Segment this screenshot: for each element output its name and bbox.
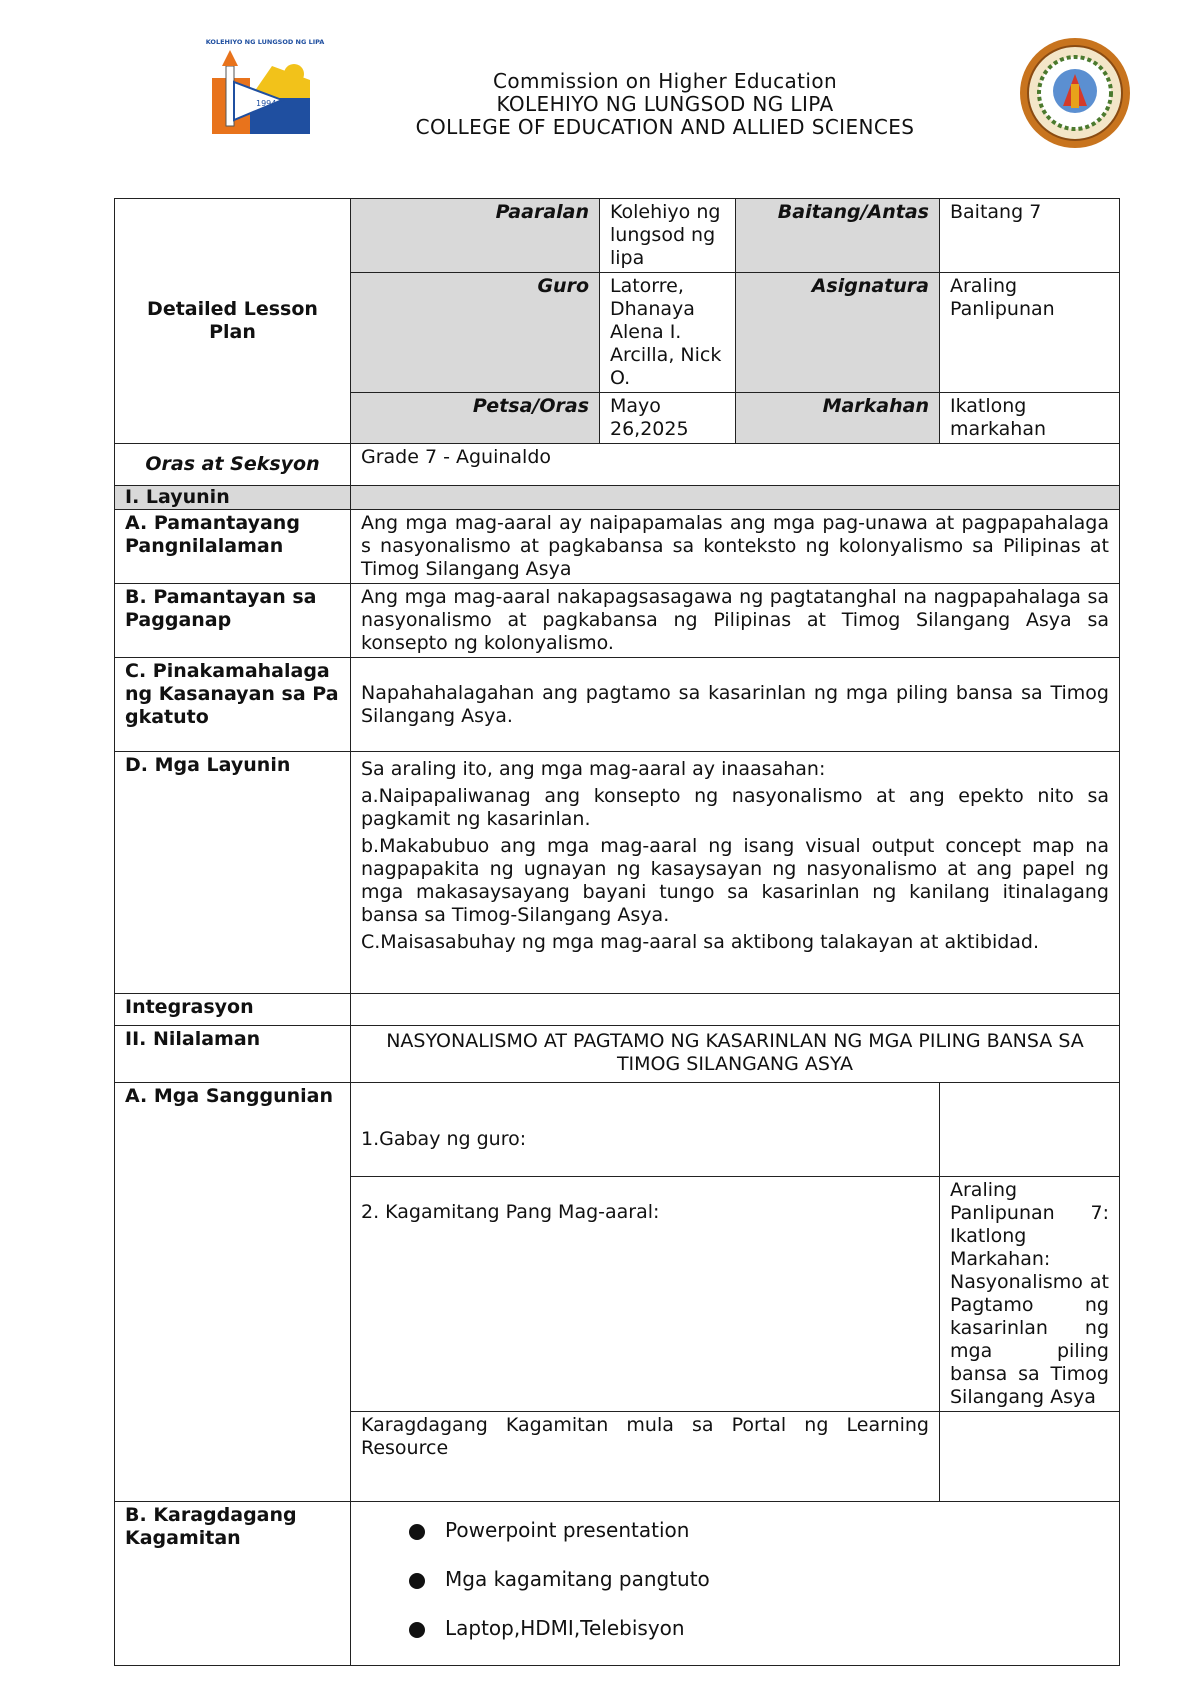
asignatura-label: Asignatura	[736, 273, 940, 393]
material-item: Powerpoint presentation	[409, 1510, 1109, 1559]
paaralan-label: Paaralan	[351, 199, 600, 273]
kasanayan-text: Napahahalagahan ang pagtamo sa kasarinlan ng mga piling bansa sa Timog Silangang Asya.	[351, 658, 1120, 752]
guro-label: Guro	[351, 273, 600, 393]
gabay-ng-guro: 1.Gabay ng guro:	[351, 1083, 940, 1177]
pamantayang-pangnilalaman-text: Ang mga mag-aaral ay naipapamalas ang mga pag-unawa at pagpapahalaga s nasyonalismo at pagkabansa sa konteksto ng kolonyalismo sa Pilipinas at Timog Silangang Asya	[351, 510, 1120, 584]
material-item: Laptop,HDMI,Telebisyon	[409, 1608, 1109, 1657]
commission-line: Commission on Higher Education	[492, 69, 838, 93]
integrasyon-value	[351, 994, 1120, 1026]
pamantayang-pangnilalaman-label: A. Pamantayang Pangnilalaman	[115, 510, 351, 584]
pamantayan-pagganap-label: B. Pamantayan sa Pagganap	[115, 584, 351, 658]
department-seal	[1018, 36, 1132, 150]
kagamitang-reference: Araling Panlipunan 7: Ikatlong Markahan: Nasyonalismo at Pagtamo ng kasarinlan ng mga piling bansa sa Timog Silangang Asya	[940, 1177, 1120, 1412]
layunin-item-c: C.Maisasabuhay ng mga mag-aaral sa aktibong talakayan at aktibidad.	[361, 931, 1040, 953]
svg-text:KOLEHIYO NG LUNGSOD NG LIPA: KOLEHIYO NG LUNGSOD NG LIPA	[205, 38, 325, 46]
pamantayan-pagganap-text: Ang mga mag-aaral nakapagsasagawa ng pagtatanghal na nagpapahalaga sa nasyonalismo at pagkabansa ng Pilipinas at Timog Silangang Asya sa konsepto ng kolonyalismo.	[351, 584, 1120, 658]
integrasyon-label: Integrasyon	[115, 994, 351, 1026]
paaralan-value: Kolehiyo ng lungsod ng lipa	[600, 199, 736, 273]
layunin-item-b: b.Makabubuo ang mga mag-aaral ng isang visual output concept map na nagpapakita ng ugnayan ng kasaysayan ng nasyonalismo at ang papel ng mga makasaysayang bayani tungo sa kasarinlan ng kanilang itinalagang bansa sa Timog-Silangang Asya.	[361, 835, 1109, 926]
gabay-ng-guro-value	[940, 1083, 1120, 1177]
nilalaman-text: NASYONALISMO AT PAGTAMO NG KASARINLAN NG MGA PILING BANSA SA TIMOG SILANGANG ASYA	[351, 1026, 1120, 1083]
nilalaman-label: II. Nilalaman	[115, 1026, 351, 1083]
markahan-label: Markahan	[736, 393, 940, 444]
karagdagang-kagamitan-label: B. Karagdagang Kagamitan	[115, 1502, 351, 1666]
layunin-item-a: a.Naipapaliwanag ang konsepto ng nasyonalismo at ang epekto nito sa pagkamit ng kasarinlan.	[361, 785, 1109, 830]
institution-header	[320, 70, 1010, 139]
karagdagang-kagamitan-list-cell	[351, 1502, 1120, 1666]
svg-text:1994: 1994	[256, 99, 277, 108]
sanggunian-label: A. Mga Sanggunian	[115, 1083, 351, 1502]
layunin-intro: Sa araling ito, ang mga mag-aaral ay inaasahan:	[361, 758, 826, 780]
college-logo	[205, 36, 325, 136]
portal-learning-resource: Karagdagang Kagamitan mula sa Portal ng Learning Resource	[351, 1412, 940, 1502]
oras-value: Grade 7 - Aguinaldo	[351, 444, 1120, 486]
baitang-value: Baitang 7	[940, 199, 1120, 273]
markahan-value: Ikatlong markahan	[940, 393, 1120, 444]
portal-learning-resource-value	[940, 1412, 1120, 1502]
mga-layunin-label: D. Mga Layunin	[115, 752, 351, 994]
materials-list	[409, 1510, 1109, 1657]
kagamitang-pang-mag-aaral: 2. Kagamitang Pang Mag-aaral:	[351, 1177, 940, 1412]
detailed-lesson-plan-title: Detailed Lesson Plan	[115, 199, 351, 444]
oras-label: Oras at Seksyon	[115, 444, 351, 486]
department-line: COLLEGE OF EDUCATION AND ALLIED SCIENCES	[415, 115, 915, 139]
mga-layunin-content	[351, 752, 1120, 994]
layunin-heading-fill	[351, 486, 1120, 510]
college-name-line: KOLEHIYO NG LUNGSOD NG LIPA	[496, 92, 834, 116]
guro-value: Latorre, Dhanaya Alena I. Arcilla, Nick O.	[600, 273, 736, 393]
asignatura-value: Araling Panlipunan	[940, 273, 1120, 393]
kasanayan-label: C. Pinakamahalagang Kasanayan sa Pagkatuto	[115, 658, 351, 752]
lesson-plan-table	[114, 198, 1120, 1666]
baitang-label: Baitang/Antas	[736, 199, 940, 273]
petsa-value: Mayo 26,2025	[600, 393, 736, 444]
layunin-heading: I. Layunin	[115, 486, 351, 510]
material-item: Mga kagamitang pangtuto	[409, 1559, 1109, 1608]
petsa-label: Petsa/Oras	[351, 393, 600, 444]
